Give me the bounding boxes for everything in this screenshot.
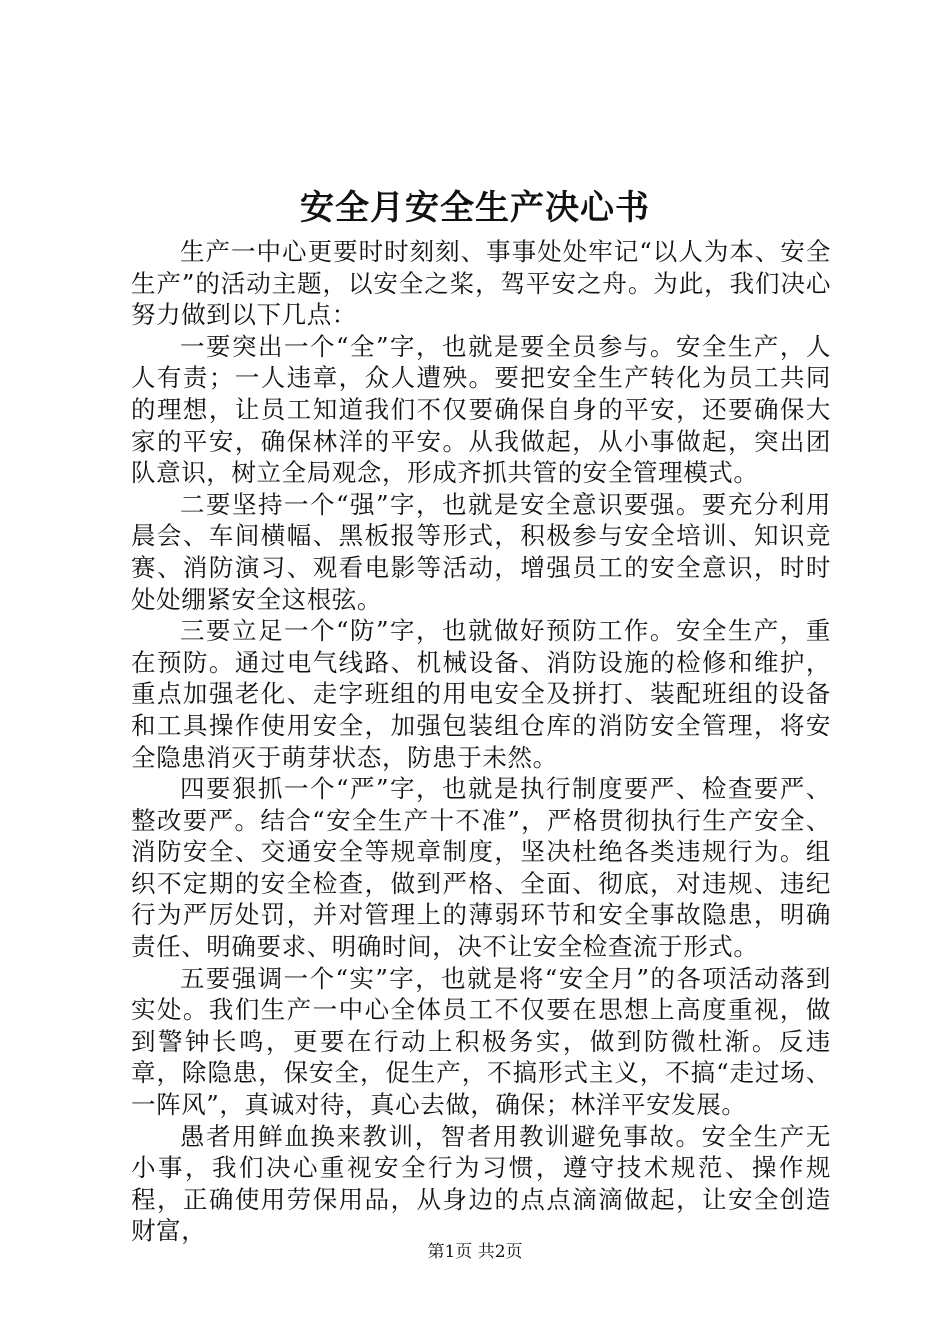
paragraph-point-2: 二要坚持一个“强”字，也就是安全意识要强。要充分利用晨会、车间横幅、黑板报等形式，积极参与安全培训、知识竞赛、消防演习、观看电影等活动，增强员工的安全意识，时时处处绷紧安全这根弦。 <box>131 489 831 614</box>
paragraph-point-5: 五要强调一个“实”字，也就是将“安全月”的各项活动落到实处。我们生产一中心全体员工不仅要在思想上高度重视，做到警钟长鸣，更要在行动上积极务实，做到防微杜渐。反违章，除隐患，保安全，促生产，不搞形式主义，不搞“走过场、一阵风”，真诚对待，真心去做，确保；林洋平安发展。 <box>131 963 831 1120</box>
paragraph-point-3: 三要立足一个“防”字，也就做好预防工作。安全生产，重在预防。通过电气线路、机械设备、消防设施的检修和维护，重点加强老化、走字班组的用电安全及拼打、装配班组的设备和工具操作使用安全，加强包装组仓库的消防安全管理，将安全隐患消灭于萌芽状态，防患于未然。 <box>131 616 831 772</box>
page-number-footer: 第1页 共2页 <box>427 1242 523 1262</box>
paragraph-point-1: 一要突出一个“全”字，也就是要全员参与。安全生产，人人有责；一人违章，众人遭殃。要把安全生产转化为员工共同的理想，让员工知道我们不仅要确保自身的平安，还要确保大家的平安，确保林洋的平安。从我做起，从小事做起，突出团队意识，树立全局观念，形成齐抓共管的安全管理模式。 <box>131 331 831 488</box>
document-title: 安全月安全生产决心书 <box>300 188 650 228</box>
paragraph-point-4: 四要狠抓一个“严”字，也就是执行制度要严、检查要严、整改要严。结合“安全生产十不准”，严格贯彻执行生产安全、消防安全、交通安全等规章制度，坚决杜绝各类违规行为。组织不定期的安全检查，做到严格、全面、彻底，对违规、违纪行为严厉处罚，并对管理上的薄弱环节和安全事故隐患，明确责任、明确要求、明确时间，决不让安全检查流于形式。 <box>131 774 831 962</box>
document-body <box>131 236 831 1247</box>
paragraph-intro: 生产一中心更要时时刻刻、事事处处牢记“以人为本、安全生产”的活动主题，以安全之桨，驾平安之舟。为此，我们决心努力做到以下几点： <box>131 237 831 330</box>
paragraph-conclusion: 愚者用鲜血换来教训，智者用教训避免事故。安全生产无小事，我们决心重视安全行为习惯，遵守技术规范、操作规程，正确使用劳保用品，从身边的点点滴滴做起，让安全创造财富， <box>131 1121 831 1246</box>
